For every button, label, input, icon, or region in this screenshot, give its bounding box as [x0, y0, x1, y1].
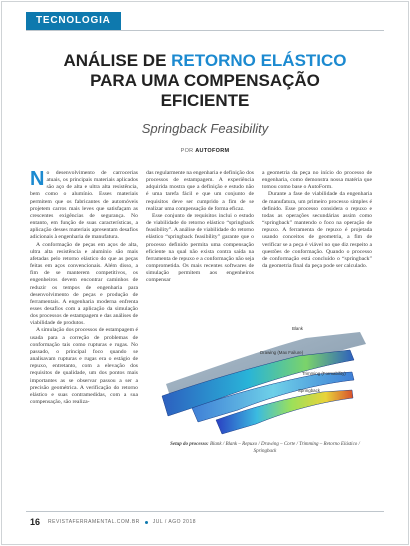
body-paragraph: a geometria da peça no início do processo de engenharia, como demonstra nossa matéria que tomou como base o AutoForm.	[262, 170, 372, 191]
headline-line-3: EFICIENTE	[160, 91, 250, 110]
drop-cap: N	[30, 168, 45, 190]
page-number: 16	[30, 517, 41, 527]
footer-site: REVISTAFERRAMENTAL.COM.BR	[48, 519, 140, 525]
figure-caption	[170, 442, 360, 455]
header-rule	[26, 30, 384, 31]
body-paragraph: A conformação de peças em aços de alta, ultra alta resistência e alumínio são mais afetadas pelo retorno elástico do que as peças feitas em aços convencionais. Além disso, a fim de se manterem competitivos, os engenheiros devem encontrar caminhos de reduzir os tempos de engenharia para desenvolvimento de peças e produção de ferramentais. A engenharia moderna enfrenta esses desafios com a aplicação da simulação dos processos de estampagem e das análises de viabilidade de produtos.	[30, 241, 138, 327]
label-drawing: Drawing (Max Failure)	[260, 350, 304, 355]
headline-line-2: PARA UMA COMPENSAÇÃO	[90, 71, 320, 90]
process-figure	[146, 322, 382, 442]
label-springback: Springback	[298, 388, 320, 393]
paragraph-text: o desenvolvimento de carrocerias atuais, os principais materiais aplicados são aço de alta e ultra alta resistência, bem como o alumínio. Esses materiais permitem que os fabricantes de automóveis projetem carros mais leves que satisfaçam as crescentes exigências de segurança. No entanto, em função de suas características, a aplicação desses materiais apresentam desafios adicionais à engenharia de manufatura.	[30, 170, 138, 241]
byline	[0, 148, 410, 154]
label-trimming: Trimming (Formability)	[302, 371, 346, 376]
stamping-stages-illustration	[146, 322, 382, 442]
byline-prefix: POR	[180, 148, 196, 154]
page-footer	[30, 516, 196, 528]
body-paragraph: Durante a fase de viabilidade da engenharia de manufatura, um primeiro processo simples é definido. Esse processo considera o repuxo e todas as operações secundárias assim como “springback” mantendo o foco na operação de repuxo. A ferramenta de repuxo é projetada usando conceitos de geometria, a fim de verificar se a peça é viável no que diz respeito a questões de conformação. Quando o processo de conformação está concluído o “springback” da geometria final da peça pode ser calculado.	[262, 191, 372, 270]
byline-author: AUTOFORM	[195, 148, 230, 154]
label-blank: Blank	[292, 326, 303, 331]
article-kicker: Springback Feasibility	[141, 121, 269, 136]
footer-rule	[26, 511, 384, 512]
body-column-3	[262, 170, 372, 270]
headline-text: ANÁLISE DE	[63, 51, 172, 70]
body-column-2	[146, 170, 254, 285]
footer-date: JUL / AGO 2018	[152, 519, 197, 525]
caption-lead: Setup do processo:	[170, 442, 209, 447]
body-paragraph: Esse conjunto de requisitos inclui o estudo de viabilidade do retorno elástico “springback feasibility”. A análise de viabilidade do retorno elástico “springback feasibility” garante que o processo definido permita uma compensação eficiente na qual não exista contra saída na ferramenta de repuxo e a conformação não seja comprometida. Os mais recentes softwares de simulação permitem aos engenheiros compensar	[146, 212, 254, 284]
headline-accent: RETORNO ELÁSTICO	[171, 51, 347, 70]
section-tab: TECNOLOGIA	[26, 12, 121, 30]
body-paragraph	[30, 170, 138, 242]
body-paragraph: das regularmente na engenharia e definição dos processos de estampagem. A experiência adquirida mostra que a definição e estudo não é uma tarefa fácil e que um conjunto de requisitos deve ser cumprido a fim de se realizar uma compensação de forma eficaz.	[146, 170, 255, 212]
headline-line-1	[20, 51, 390, 71]
footer-separator-dot	[145, 521, 148, 524]
article-headline	[20, 51, 390, 111]
body-paragraph: A simulação dos processos de estampagem é usada para a correção de problemas de conformação tais como rupturas e rugas. No passado, o principal foco quando se analisavam rupturas e rugas era o estágio de repuxo, entretanto, com a elevação dos requisitos de qualidade, um dos pontos mais importantes as se observar passou a ser a precisão geométrica. A verificação do retorno elástico e suas contramedidas, com a sua compensação, são realiza-	[30, 327, 138, 405]
caption-text: Blank / Blank – Repuxo / Drawing – Corte / Trimming – Retorno Elástico / Springback	[208, 442, 360, 454]
body-column-1	[30, 170, 138, 406]
